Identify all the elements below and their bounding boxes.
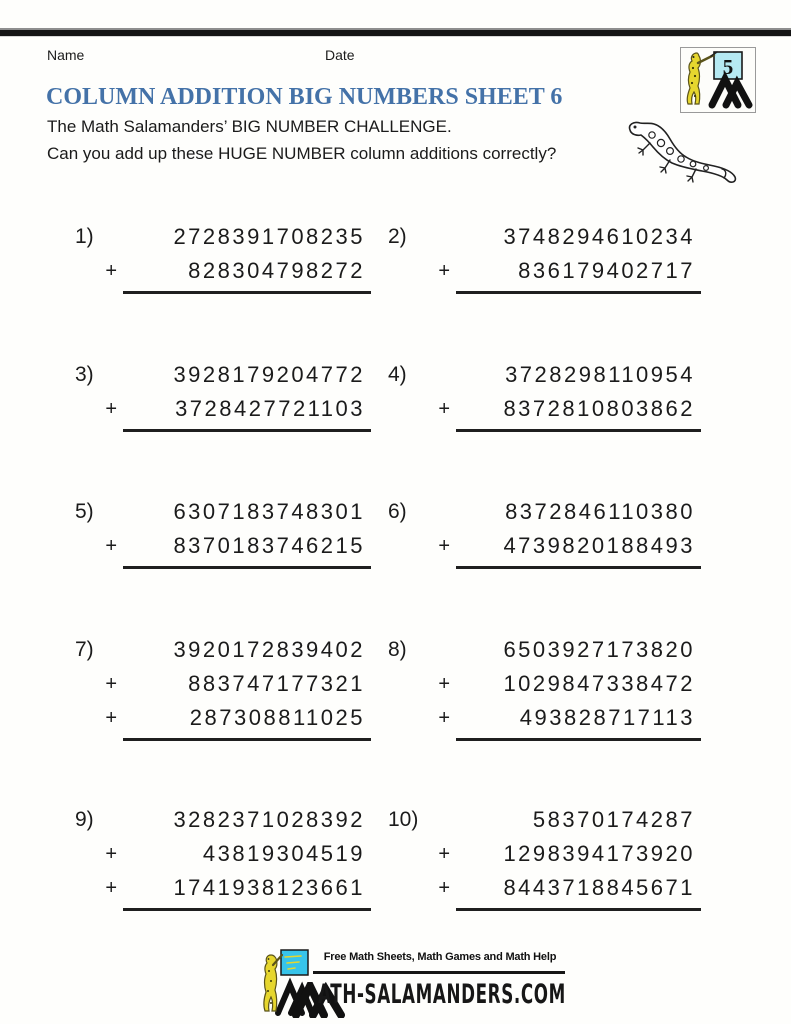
addend-value: 2728391708235 [173,224,365,249]
top-divider [0,28,791,37]
plus-sign: + [438,876,450,899]
problem-block [73,803,371,911]
problem-block [386,220,701,294]
problem-label: 7) [75,638,94,661]
plus-sign: + [438,534,450,557]
addend-value: 6503927173820 [503,637,695,662]
plus-sign: + [105,259,117,282]
plus-sign: + [105,672,117,695]
plus-sign: + [105,842,117,865]
answer-line [123,429,371,432]
addend-value: 6307183748301 [173,499,365,524]
answer-line [123,738,371,741]
footer-tagline: Free Math Sheets, Math Games and Math Help [323,951,557,963]
answer-line [456,566,701,569]
addend-value: 493828717113 [519,705,695,730]
addend-value: 3728427721103 [175,396,365,421]
footer-site-name: ATH-SALAMANDERS.COM [318,979,566,1010]
sheet-logo [680,47,756,113]
number-badge-icon [714,52,742,79]
addend-value: 3748294610234 [503,224,695,249]
sheet-logo-graphic [681,48,753,110]
page-title: COLUMN ADDITION BIG NUMBERS SHEET 6 [46,84,563,110]
plus-sign: + [105,534,117,557]
problem-label: 6) [388,500,407,523]
addend-value: 43819304519 [202,841,365,866]
salamander-drawing-icon [626,116,740,190]
problem-block [386,803,701,911]
plus-sign: + [438,672,450,695]
addend-value: 1741938123661 [173,875,365,900]
problem-block [386,358,701,432]
addend-value: 8443718845671 [503,875,695,900]
addend-value: 4739820188493 [503,533,695,558]
footer [0,945,791,1024]
answer-line [456,429,701,432]
addend-value: 58370174287 [532,807,695,832]
answer-line [456,908,701,911]
intro-line-2: Can you add up these HUGE NUMBER column additions correctly? [47,144,557,163]
problem-label: 10) [388,808,419,831]
problem-label: 2) [388,225,407,248]
problem-block [73,220,371,294]
answer-line [123,908,371,911]
addend-value: 3928179204772 [173,362,365,387]
problem-label: 5) [75,500,94,523]
answer-line [123,566,371,569]
problem-label: 3) [75,363,94,386]
problem-label: 1) [75,225,94,248]
plus-sign: + [438,842,450,865]
answer-line [456,291,701,294]
addend-value: 836179402717 [518,258,695,283]
addend-value: 3920172839402 [173,637,365,662]
plus-sign: + [105,876,117,899]
plus-sign: + [438,397,450,420]
plus-sign: + [438,259,450,282]
m-logo-icon [712,79,749,105]
addend-value: 8370183746215 [173,533,365,558]
problem-block [73,633,371,741]
date-label: Date [325,47,355,63]
problem-label: 9) [75,808,94,831]
plus-sign: + [105,397,117,420]
problem-block [73,358,371,432]
problem-block [73,495,371,569]
problem-block [386,633,701,741]
problem-label: 8) [388,638,407,661]
plus-sign: + [438,706,450,729]
intro-line-1: The Math Salamanders’ BIG NUMBER CHALLENGE. [47,117,452,136]
addend-value: 287308811025 [189,705,365,730]
footer-divider [313,971,565,974]
answer-line [123,291,371,294]
addend-value: 3282371028392 [173,807,365,832]
addend-value: 828304798272 [188,258,365,283]
addend-value: 3728298110954 [505,362,695,387]
svg-text:5: 5 [722,55,734,79]
addend-value: 8372846110380 [505,499,695,524]
addend-value: 1298394173920 [503,841,695,866]
name-label: Name [47,47,85,63]
addend-value: 1029847338472 [503,671,695,696]
answer-line [456,738,701,741]
problem-block [386,495,701,569]
problem-label: 4) [388,363,407,386]
addend-value: 883747177321 [188,671,365,696]
plus-sign: + [105,706,117,729]
addend-value: 8372810803862 [503,396,695,421]
